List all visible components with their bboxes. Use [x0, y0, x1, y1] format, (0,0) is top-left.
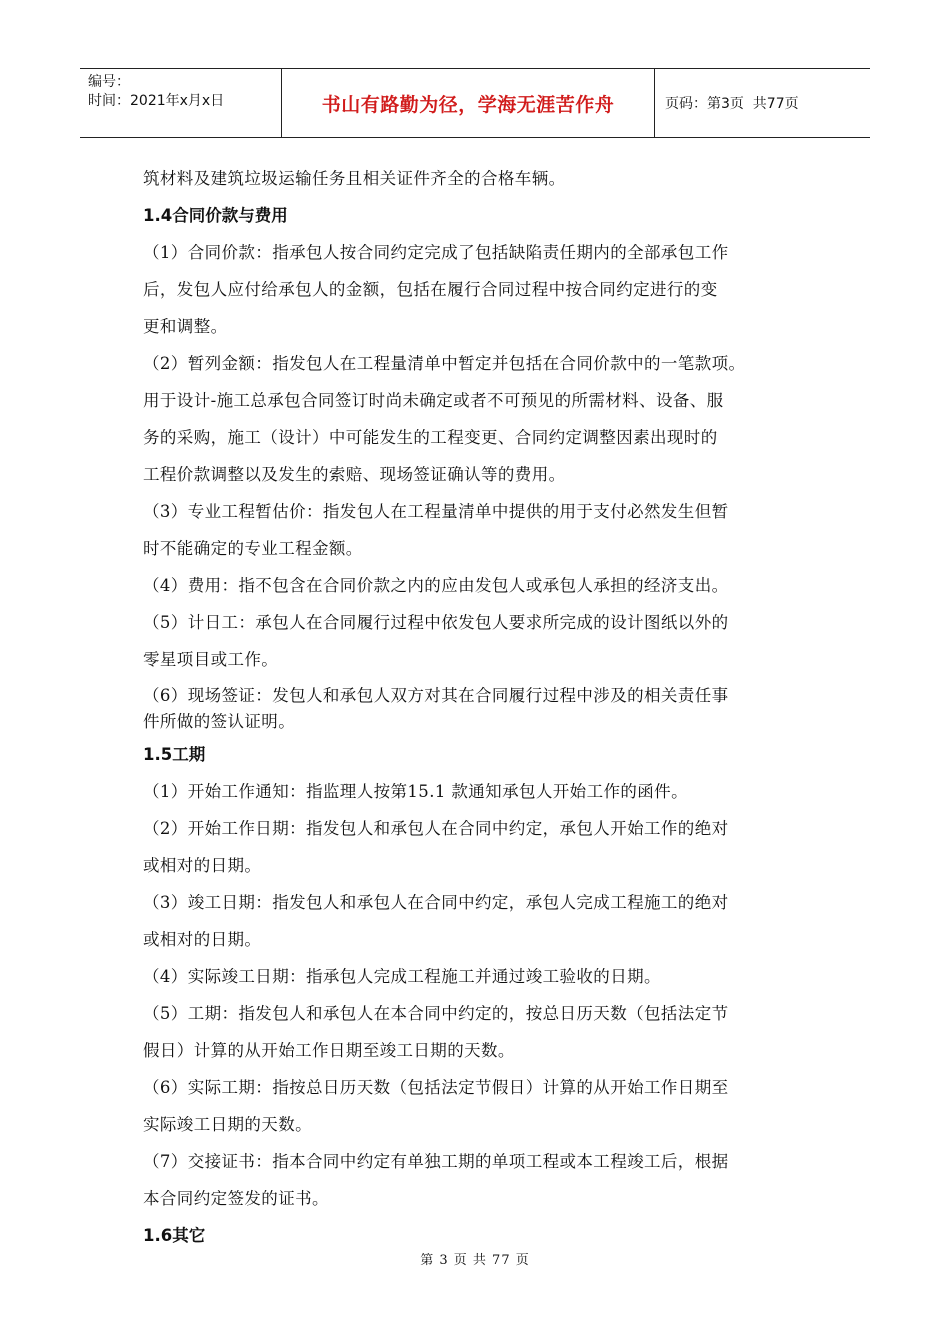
- body-line: （1）合同价款：指承包人按合同约定完成了包括缺陷责任期内的全部承包工作: [143, 243, 729, 262]
- body-line: 本合同约定签发的证书。: [143, 1189, 329, 1208]
- body-line: 时不能确定的专业工程金额。: [143, 539, 363, 558]
- body-line: （4）费用：指不包含在合同价款之内的应由发包人或承包人承担的经济支出。: [143, 576, 729, 595]
- body-line: 假日）计算的从开始工作日期至竣工日期的天数。: [143, 1041, 515, 1060]
- body-line: 用于设计-施工总承包合同签订时尚未确定或者不可预见的所需材料、设备、服: [143, 391, 724, 410]
- header-page-info: [655, 69, 870, 137]
- body-line: 或相对的日期。: [143, 856, 262, 875]
- body-line: 务的采购，施工（设计）中可能发生的工程变更、合同约定调整因素出现时的: [143, 428, 718, 447]
- body-line: 工程价款调整以及发生的索赔、现场签证确认等的费用。: [143, 465, 566, 484]
- section-heading: 1.6其它: [143, 1226, 206, 1245]
- body-line: （5）工期：指发包人和承包人在本合同中约定的，按总日历天数（包括法定节: [143, 1004, 729, 1023]
- body-line: （2）开始工作日期：指发包人和承包人在合同中约定，承包人开始工作的绝对: [143, 819, 729, 838]
- body-line: 零星项目或工作。: [143, 650, 279, 669]
- date-label: 时间：2021年x月x日: [88, 93, 225, 109]
- page-header: [80, 68, 870, 138]
- body-line: （6）现场签证：发包人和承包人双方对其在合同履行过程中涉及的相关责任事: [143, 686, 729, 705]
- body-line: 实际竣工日期的天数。: [143, 1115, 312, 1134]
- footer-page-number: 第 3 页 共 77 页: [420, 1253, 530, 1268]
- body-line: 后，发包人应付给承包人的金额，包括在履行合同过程中按合同约定进行的变: [143, 280, 718, 299]
- page-label: 页码：第3页 共77页: [665, 96, 799, 112]
- body-line: （4）实际竣工日期：指承包人完成工程施工并通过竣工验收的日期。: [143, 967, 661, 986]
- body-line: 或相对的日期。: [143, 930, 262, 949]
- body-line: （5）计日工：承包人在合同履行过程中依发包人要求所完成的设计图纸以外的: [143, 613, 729, 632]
- document-body: [143, 160, 823, 1254]
- body-line: （3）专业工程暂估价：指发包人在工程量清单中提供的用于支付必然发生但暂: [143, 502, 729, 521]
- section-heading: 1.5工期: [143, 745, 206, 764]
- body-line: 件所做的签认证明。: [143, 712, 296, 731]
- header-motto: 书山有路勤为径，学海无涯苦作舟: [282, 69, 655, 137]
- section-heading: 1.4合同价款与费用: [143, 206, 288, 225]
- body-line: 更和调整。: [143, 317, 228, 336]
- body-line: （3）竣工日期：指发包人和承包人在合同中约定，承包人完成工程施工的绝对: [143, 893, 729, 912]
- page-footer: [0, 1249, 950, 1268]
- number-label: 编号：: [88, 74, 130, 90]
- body-line: （2）暂列金额：指发包人在工程量清单中暂定并包括在合同价款中的一笔款项。: [143, 354, 746, 373]
- body-line: （1）开始工作通知：指监理人按第15.1 款通知承包人开始工作的函件。: [143, 782, 688, 801]
- body-line: （6）实际工期：指按总日历天数（包括法定节假日）计算的从开始工作日期至: [143, 1078, 729, 1097]
- header-meta: [80, 69, 282, 137]
- body-line: （7）交接证书：指本合同中约定有单独工期的单项工程或本工程竣工后，根据: [143, 1152, 729, 1171]
- body-line: 筑材料及建筑垃圾运输任务且相关证件齐全的合格车辆。: [143, 169, 566, 188]
